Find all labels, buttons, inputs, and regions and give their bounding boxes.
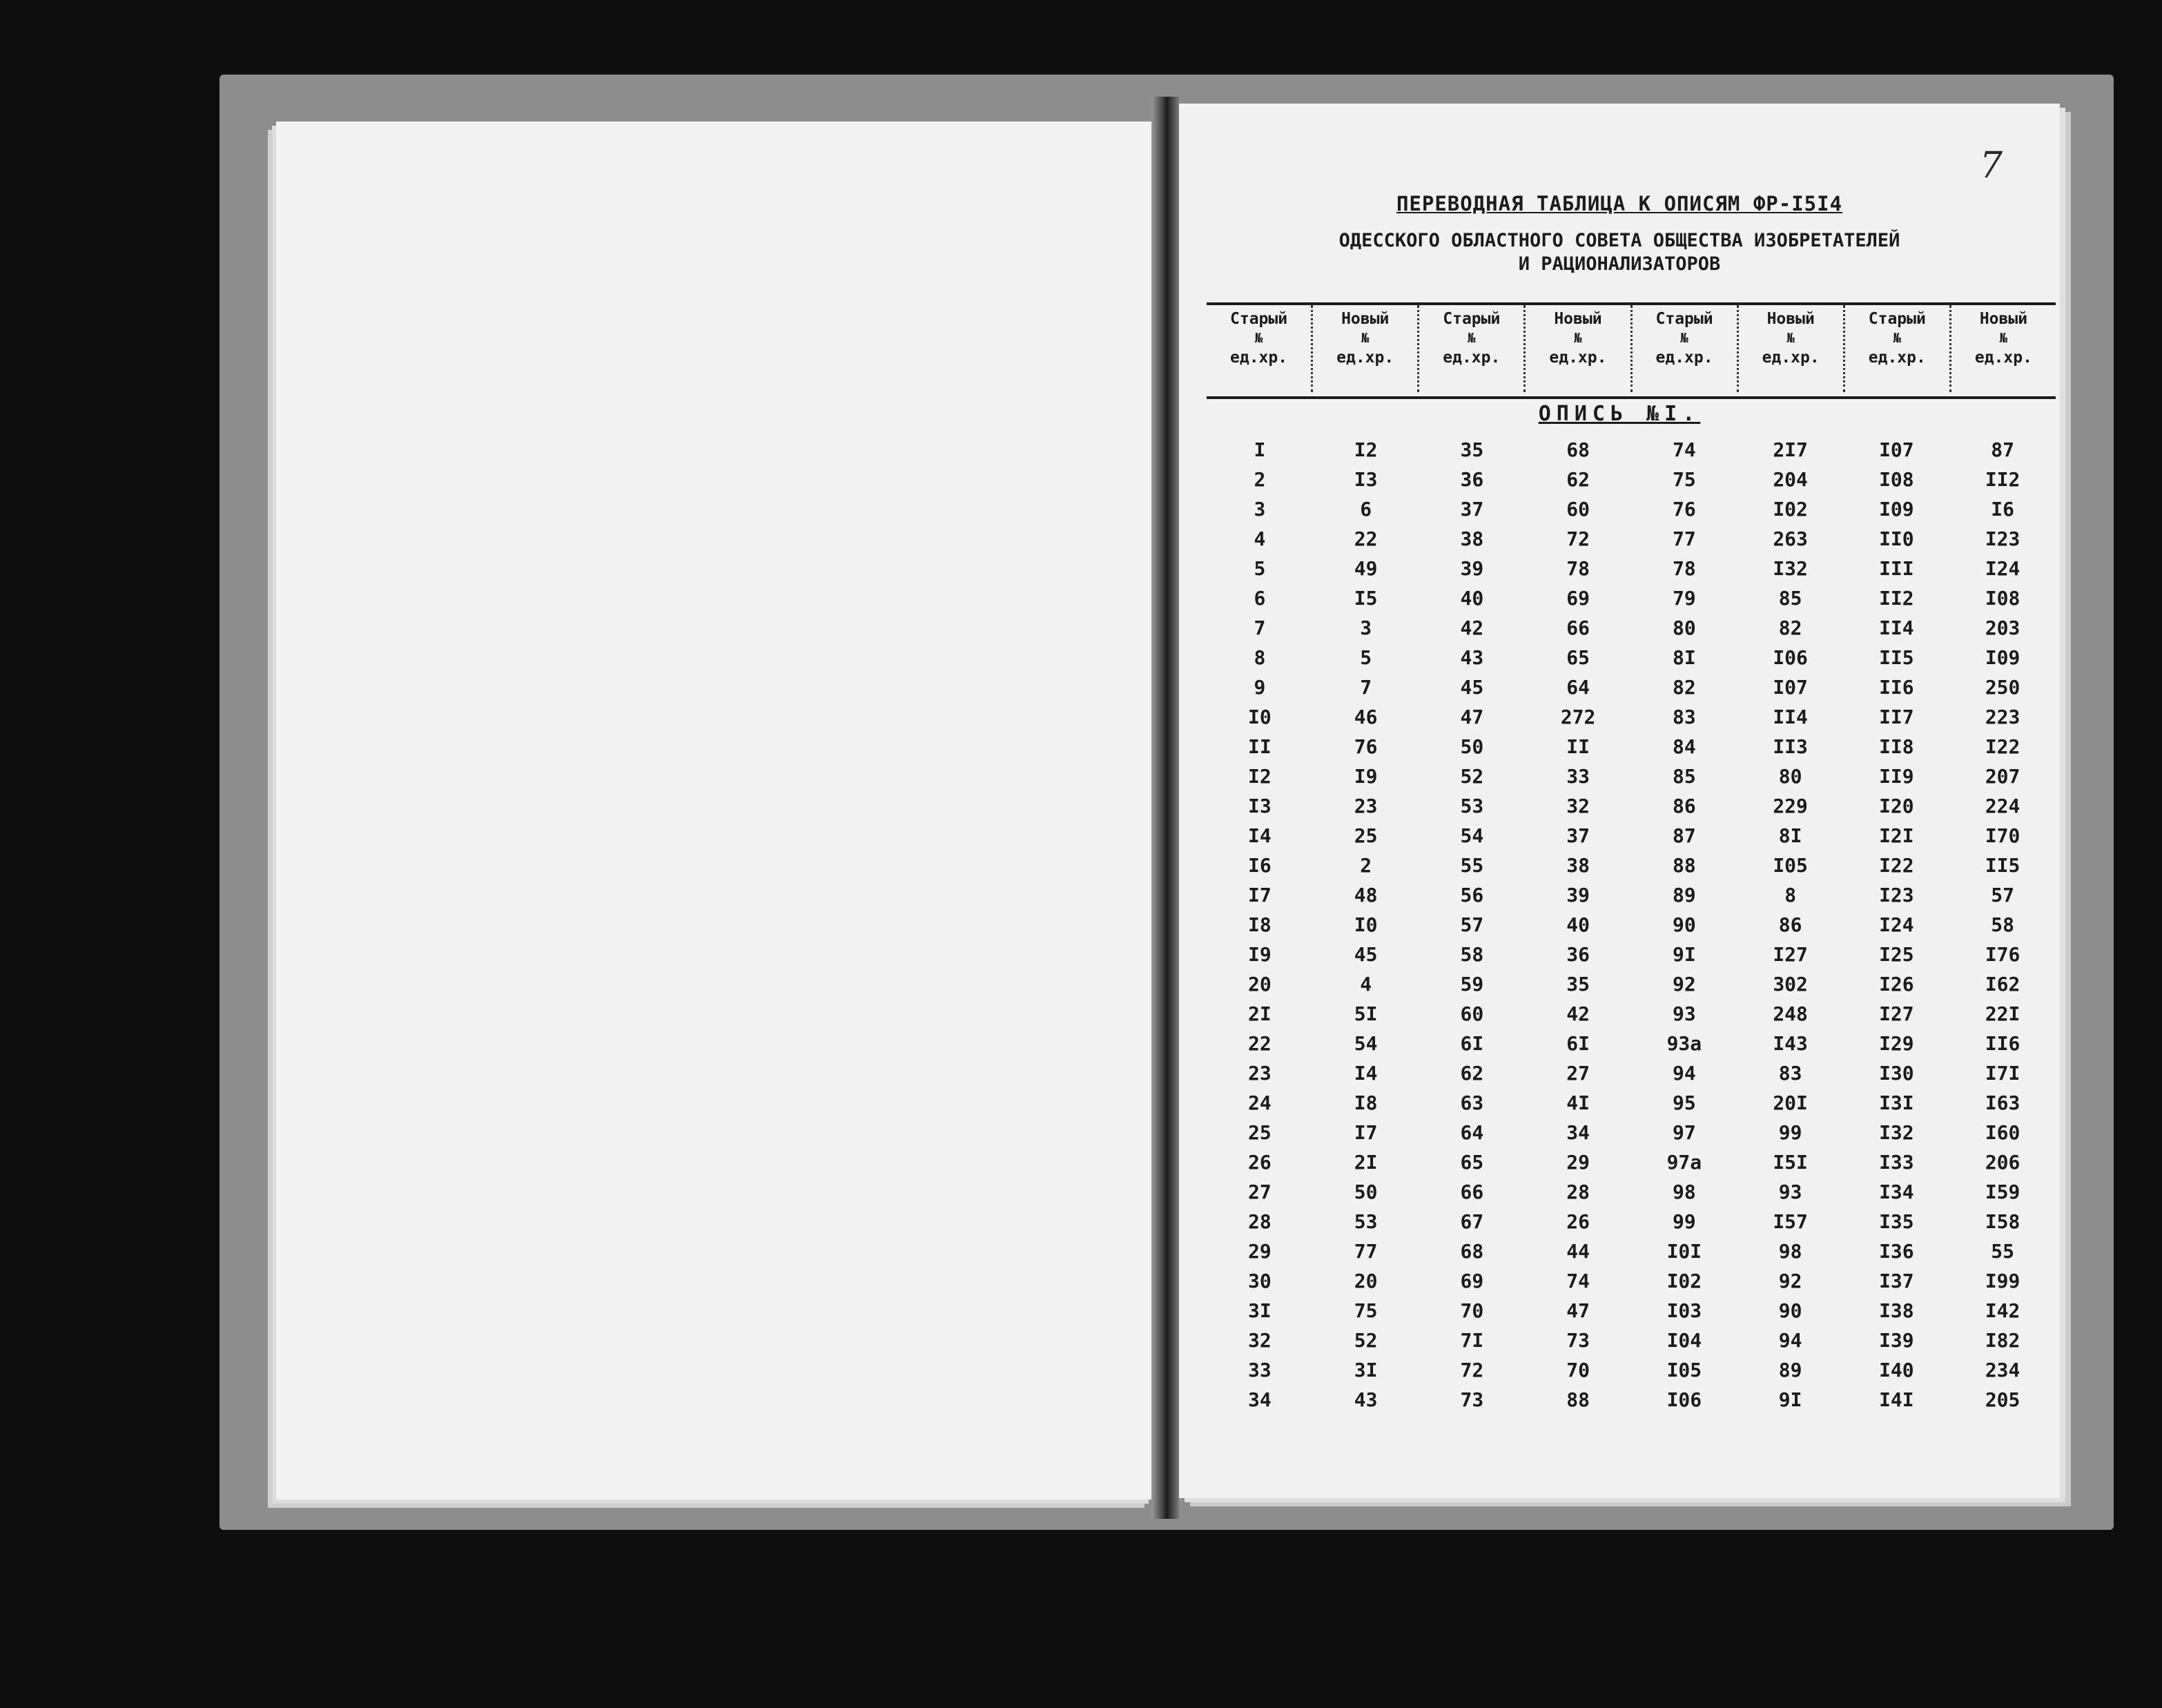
- table-cell: 4: [1254, 527, 1266, 550]
- page-number: 7: [1980, 145, 2003, 186]
- table-cell: I23: [1879, 884, 1914, 906]
- right-page: [1179, 104, 2060, 1498]
- table-cell: 72: [1460, 1359, 1484, 1381]
- table-cell: I27: [1879, 1002, 1914, 1025]
- table-cell: 43: [1460, 646, 1484, 669]
- table-cell: 89: [1778, 1359, 1802, 1381]
- table-cell: 77: [1354, 1240, 1378, 1263]
- new-number-column: [1313, 435, 1419, 1415]
- table-cell: 207: [1985, 765, 2020, 788]
- table-cell: I25: [1879, 943, 1914, 966]
- table-cell: 76: [1673, 498, 1696, 521]
- table-cell: II: [1248, 735, 1272, 758]
- table-cell: I99: [1985, 1270, 2020, 1292]
- left-page-blank: [276, 122, 1153, 1500]
- table-cell: I06: [1666, 1388, 1702, 1411]
- table-cell: 69: [1566, 587, 1590, 610]
- table-cell: I63: [1985, 1091, 2020, 1114]
- table-cell: 39: [1566, 884, 1590, 906]
- table-cell: 87: [1673, 824, 1696, 847]
- table-cell: I30: [1879, 1062, 1914, 1085]
- old-number-column: [1207, 435, 1313, 1415]
- table-cell: 86: [1673, 795, 1696, 817]
- table-cell: 24: [1248, 1091, 1272, 1114]
- table-cell: I3: [1354, 468, 1378, 491]
- table-cell: I35: [1879, 1210, 1914, 1233]
- table-cell: 93: [1778, 1181, 1802, 1203]
- table-cell: I38: [1879, 1299, 1914, 1322]
- table-cell: 20I: [1773, 1091, 1808, 1114]
- table-cell: I02: [1773, 498, 1808, 521]
- table-cell: I0I: [1666, 1240, 1702, 1263]
- table-cell: I34: [1879, 1181, 1914, 1203]
- table-cell: I76: [1985, 943, 2020, 966]
- table-cell: 30: [1248, 1270, 1272, 1292]
- table-cell: I9: [1248, 943, 1272, 966]
- table-cell: I03: [1666, 1299, 1702, 1322]
- table-cell: 93: [1673, 1002, 1696, 1025]
- table-cell: 52: [1460, 765, 1484, 788]
- table-cell: 28: [1566, 1181, 1590, 1203]
- table-cell: 7I: [1460, 1329, 1484, 1352]
- table-cell: I3I: [1879, 1091, 1914, 1114]
- table-cell: 33: [1566, 765, 1590, 788]
- subtitle-line-2: И РАЦИОНАЛИЗАТОРОВ: [1518, 253, 1721, 275]
- table-cell: 50: [1354, 1181, 1378, 1203]
- table-cell: I22: [1879, 854, 1914, 877]
- table-cell: I23: [1985, 527, 2020, 550]
- table-cell: 80: [1673, 617, 1696, 639]
- table-cell: 82: [1778, 617, 1802, 639]
- header-cell: Новый № ед.хр.: [1313, 305, 1419, 392]
- table-cell: II6: [1879, 676, 1914, 699]
- table-cell: 53: [1354, 1210, 1378, 1233]
- table-cell: 74: [1566, 1270, 1590, 1292]
- table-cell: 32: [1566, 795, 1590, 817]
- table-cell: I6: [1991, 498, 2014, 521]
- table-cell: 83: [1778, 1062, 1802, 1085]
- table-cell: 49: [1354, 557, 1378, 580]
- table-cell: 23: [1354, 795, 1378, 817]
- table-cell: 6: [1360, 498, 1372, 521]
- table-cell: I43: [1773, 1032, 1808, 1055]
- header-cell: Новый № ед.хр.: [1974, 310, 2032, 367]
- table-cell: 38: [1460, 527, 1484, 550]
- table-cell: I5I: [1773, 1151, 1808, 1174]
- table-cell: 2I: [1248, 1002, 1272, 1025]
- table-cell: 85: [1778, 587, 1802, 610]
- table-cell: 36: [1460, 468, 1484, 491]
- table-cell: 64: [1566, 676, 1590, 699]
- table-cell: I20: [1879, 795, 1914, 817]
- table-cell: 65: [1566, 646, 1590, 669]
- table-cell: 8: [1784, 884, 1797, 906]
- table-cell: 98: [1673, 1181, 1696, 1203]
- table-cell: 223: [1985, 706, 2020, 728]
- table-cell: I7: [1248, 884, 1272, 906]
- table-cell: I37: [1879, 1270, 1914, 1292]
- table-cell: I24: [1985, 557, 2020, 580]
- table-cell: 263: [1773, 527, 1808, 550]
- table-cell: 68: [1460, 1240, 1484, 1263]
- table-cell: 35: [1566, 973, 1590, 996]
- table-cell: 85: [1673, 765, 1696, 788]
- new-number-column: [1949, 435, 2056, 1415]
- table-cell: 22I: [1985, 1002, 2020, 1025]
- table-cell: 2I: [1354, 1151, 1378, 1174]
- table-cell: I39: [1879, 1329, 1914, 1352]
- table-cell: I06: [1773, 646, 1808, 669]
- table-cell: I4: [1354, 1062, 1378, 1085]
- table-cell: 4I: [1566, 1091, 1590, 1114]
- table-cell: 29: [1566, 1151, 1590, 1174]
- table-cell: 57: [1460, 913, 1484, 936]
- table-cell: II8: [1879, 735, 1914, 758]
- table-cell: 92: [1673, 973, 1696, 996]
- table-cell: I24: [1879, 913, 1914, 936]
- table-cell: 22: [1354, 527, 1378, 550]
- table-cell: 22: [1248, 1032, 1272, 1055]
- table-cell: 2I7: [1773, 438, 1808, 461]
- table-cell: 66: [1460, 1181, 1484, 1203]
- table-cell: 87: [1991, 438, 2014, 461]
- table-cell: 8: [1254, 646, 1266, 669]
- table-cell: 38: [1566, 854, 1590, 877]
- table-cell: 75: [1354, 1299, 1378, 1322]
- table-cell: 55: [1991, 1240, 2014, 1263]
- table-cell: I08: [1985, 587, 2020, 610]
- table-cell: I07: [1773, 676, 1808, 699]
- table-cell: 40: [1460, 587, 1484, 610]
- table-cell: I2: [1248, 765, 1272, 788]
- table-cell: I36: [1879, 1240, 1914, 1263]
- table-cell: 37: [1460, 498, 1484, 521]
- table-cell: 75: [1673, 468, 1696, 491]
- table-cell: 7: [1360, 676, 1372, 699]
- table-cell: 54: [1354, 1032, 1378, 1055]
- table-cell: 6: [1254, 587, 1266, 610]
- table-cell: 72: [1566, 527, 1590, 550]
- table-cell: I8: [1354, 1091, 1378, 1114]
- table-cell: I0: [1248, 706, 1272, 728]
- table-cell: I2: [1354, 438, 1378, 461]
- header-bottom-rule: [1207, 396, 2056, 399]
- table-cell: II3: [1773, 735, 1808, 758]
- header-cell: Старый № ед.хр.: [1207, 305, 1313, 392]
- table-cell: II9: [1879, 765, 1914, 788]
- table-cell: 42: [1460, 617, 1484, 639]
- table-cell: 58: [1991, 913, 2014, 936]
- table-cell: 83: [1673, 706, 1696, 728]
- table-cell: 78: [1673, 557, 1696, 580]
- table-cell: 32: [1248, 1329, 1272, 1352]
- table-cell: II4: [1879, 617, 1914, 639]
- table-cell: 77: [1673, 527, 1696, 550]
- table-cell: 70: [1460, 1299, 1484, 1322]
- new-number-column: [1525, 435, 1631, 1415]
- table-cell: 93а: [1666, 1032, 1702, 1055]
- table-cell: II5: [1985, 854, 2020, 877]
- table-cell: I57: [1773, 1210, 1808, 1233]
- table-cell: 56: [1460, 884, 1484, 906]
- table-cell: I05: [1666, 1359, 1702, 1381]
- table-cell: II0: [1879, 527, 1914, 550]
- header-cell: Старый № ед.хр.: [1845, 305, 1951, 392]
- table-cell: 3: [1254, 498, 1266, 521]
- table-cell: 250: [1985, 676, 2020, 699]
- table-cell: 36: [1566, 943, 1590, 966]
- header-cell: Старый № ед.хр.: [1419, 305, 1526, 392]
- table-cell: 6I: [1460, 1032, 1484, 1055]
- table-cell: 79: [1673, 587, 1696, 610]
- table-cell: 90: [1673, 913, 1696, 936]
- table-cell: I3: [1248, 795, 1272, 817]
- table-cell: II5: [1879, 646, 1914, 669]
- table-cell: 7: [1254, 617, 1266, 639]
- table-cell: 44: [1566, 1240, 1590, 1263]
- table-cell: 204: [1773, 468, 1808, 491]
- table-cell: 50: [1460, 735, 1484, 758]
- subtitle-line-1: ОДЕССКОГО ОБЛАСТНОГО СОВЕТА ОБЩЕСТВА ИЗОБРЕТАТЕЛЕЙ: [1338, 230, 1900, 251]
- table-cell: 23: [1248, 1062, 1272, 1085]
- table-cell: 9I: [1778, 1388, 1802, 1411]
- table-cell: 6I: [1566, 1032, 1590, 1055]
- inventory-label: ОПИСЬ №I.: [1538, 402, 1701, 426]
- table-cell: 47: [1460, 706, 1484, 728]
- table-cell: 248: [1773, 1002, 1808, 1025]
- document-subtitle: [1179, 229, 2060, 276]
- table-cell: 4: [1360, 973, 1372, 996]
- table-cell: 8I: [1778, 824, 1802, 847]
- old-number-column: [1844, 435, 1950, 1415]
- book-spine-gutter: [1151, 97, 1179, 1519]
- table-cell: I4: [1248, 824, 1272, 847]
- table-cell: 65: [1460, 1151, 1484, 1174]
- table-cell: I5: [1354, 587, 1378, 610]
- table-cell: III: [1879, 557, 1914, 580]
- table-cell: I2I: [1879, 824, 1914, 847]
- table-cell: 46: [1354, 706, 1378, 728]
- table-cell: 54: [1460, 824, 1484, 847]
- table-cell: 82: [1673, 676, 1696, 699]
- table-cell: 26: [1248, 1151, 1272, 1174]
- table-cell: 73: [1460, 1388, 1484, 1411]
- table-cell: 43: [1354, 1388, 1378, 1411]
- table-cell: I02: [1666, 1270, 1702, 1292]
- table-cell: 27: [1566, 1062, 1590, 1085]
- table-cell: 78: [1566, 557, 1590, 580]
- table-cell: 66: [1566, 617, 1590, 639]
- table-cell: 3: [1360, 617, 1372, 639]
- table-cell: 60: [1460, 1002, 1484, 1025]
- table-cell: 229: [1773, 795, 1808, 817]
- table-cell: 8I: [1673, 646, 1696, 669]
- table-cell: 206: [1985, 1151, 2020, 1174]
- table-cell: I82: [1985, 1329, 2020, 1352]
- table-cell: 35: [1460, 438, 1484, 461]
- table-cell: 302: [1773, 973, 1808, 996]
- old-number-column: [1631, 435, 1737, 1415]
- table-cell: 34: [1248, 1388, 1272, 1411]
- table-cell: I32: [1879, 1121, 1914, 1144]
- table-cell: II4: [1773, 706, 1808, 728]
- table-cell: 98: [1778, 1240, 1802, 1263]
- table-cell: 39: [1460, 557, 1484, 580]
- table-cell: 224: [1985, 795, 2020, 817]
- table-cell: II2: [1879, 587, 1914, 610]
- header-cell: Новый № ед.хр.: [1526, 305, 1632, 392]
- table-cell: 2: [1254, 468, 1266, 491]
- table-cell: I0: [1354, 913, 1378, 936]
- table-cell: 3I: [1354, 1359, 1378, 1381]
- table-cell: 55: [1460, 854, 1484, 877]
- table-cell: 25: [1248, 1121, 1272, 1144]
- table-cell: I27: [1773, 943, 1808, 966]
- table-cell: 234: [1985, 1359, 2020, 1381]
- table-cell: 40: [1566, 913, 1590, 936]
- table-cell: I58: [1985, 1210, 2020, 1233]
- table-cell: 57: [1991, 884, 2014, 906]
- table-cell: 203: [1985, 617, 2020, 639]
- table-cell: 62: [1460, 1062, 1484, 1085]
- table-cell: 26: [1566, 1210, 1590, 1233]
- table-cell: II: [1566, 735, 1590, 758]
- table-cell: 33: [1248, 1359, 1272, 1381]
- table-cell: 5: [1254, 557, 1266, 580]
- table-cell: 53: [1460, 795, 1484, 817]
- table-cell: I29: [1879, 1032, 1914, 1055]
- old-number-column: [1419, 435, 1526, 1415]
- table-cell: 99: [1673, 1210, 1696, 1233]
- table-cell: II2: [1985, 468, 2020, 491]
- table-cell: 47: [1566, 1299, 1590, 1322]
- document-title: ПЕРЕВОДНАЯ ТАБЛИЦА К ОПИСЯМ ФР-I5I4: [1396, 192, 1843, 215]
- table-cell: 9I: [1673, 943, 1696, 966]
- table-cell: 89: [1673, 884, 1696, 906]
- table-cell: 64: [1460, 1121, 1484, 1144]
- table-cell: I08: [1879, 468, 1914, 491]
- table-cell: 27: [1248, 1181, 1272, 1203]
- table-cell: 68: [1566, 438, 1590, 461]
- table-cell: 45: [1354, 943, 1378, 966]
- table-cell: I42: [1985, 1299, 2020, 1322]
- table-cell: I07: [1879, 438, 1914, 461]
- table-cell: 94: [1673, 1062, 1696, 1085]
- table-cell: 60: [1566, 498, 1590, 521]
- table-cell: 70: [1566, 1359, 1590, 1381]
- table-cell: 99: [1778, 1121, 1802, 1144]
- table-cell: 69: [1460, 1270, 1484, 1292]
- table-cell: 90: [1778, 1299, 1802, 1322]
- table-cell: I9: [1354, 765, 1378, 788]
- table-cell: 2: [1360, 854, 1372, 877]
- table-cell: I: [1254, 438, 1266, 461]
- table-cell: 95: [1673, 1091, 1696, 1114]
- table-cell: 76: [1354, 735, 1378, 758]
- table-cell: 5I: [1354, 1002, 1378, 1025]
- header-cell: Старый № ед.хр.: [1633, 305, 1739, 392]
- table-cell: 48: [1354, 884, 1378, 906]
- table-header: [1207, 305, 2056, 392]
- table-cell: 272: [1560, 706, 1596, 728]
- table-cell: 20: [1248, 973, 1272, 996]
- table-cell: 25: [1354, 824, 1378, 847]
- table-cell: 86: [1778, 913, 1802, 936]
- table-cell: 97: [1673, 1121, 1696, 1144]
- header-cell: Новый № ед.хр.: [1739, 305, 1845, 392]
- table-cell: 59: [1460, 973, 1484, 996]
- table-cell: 84: [1673, 735, 1696, 758]
- table-cell: I22: [1985, 735, 2020, 758]
- table-cell: 205: [1985, 1388, 2020, 1411]
- table-cell: I6: [1248, 854, 1272, 877]
- table-cell: 73: [1566, 1329, 1590, 1352]
- table-cell: 52: [1354, 1329, 1378, 1352]
- table-cell: I8: [1248, 913, 1272, 936]
- table-cell: 92: [1778, 1270, 1802, 1292]
- table-cell: 67: [1460, 1210, 1484, 1233]
- new-number-column: [1737, 435, 1844, 1415]
- table-cell: 9: [1254, 676, 1266, 699]
- table-cell: 80: [1778, 765, 1802, 788]
- table-cell: 42: [1566, 1002, 1590, 1025]
- table-cell: 28: [1248, 1210, 1272, 1233]
- table-cell: I4I: [1879, 1388, 1914, 1411]
- table-cell: 20: [1354, 1270, 1378, 1292]
- table-cell: I05: [1773, 854, 1808, 877]
- table-cell: II6: [1985, 1032, 2020, 1055]
- table-cell: 62: [1566, 468, 1590, 491]
- table-cell: I60: [1985, 1121, 2020, 1144]
- conversion-table: [1207, 435, 2056, 1415]
- table-cell: 29: [1248, 1240, 1272, 1263]
- table-cell: II7: [1879, 706, 1914, 728]
- table-cell: 45: [1460, 676, 1484, 699]
- table-cell: 3I: [1248, 1299, 1272, 1322]
- table-cell: I09: [1879, 498, 1914, 521]
- table-cell: I70: [1985, 824, 2020, 847]
- table-cell: I26: [1879, 973, 1914, 996]
- table-cell: I09: [1985, 646, 2020, 669]
- table-cell: I32: [1773, 557, 1808, 580]
- table-cell: 74: [1673, 438, 1696, 461]
- table-cell: I7I: [1985, 1062, 2020, 1085]
- table-cell: 94: [1778, 1329, 1802, 1352]
- table-cell: 88: [1566, 1388, 1590, 1411]
- table-cell: 88: [1673, 854, 1696, 877]
- table-cell: I62: [1985, 973, 2020, 996]
- table-cell: I7: [1354, 1121, 1378, 1144]
- table-cell: I33: [1879, 1151, 1914, 1174]
- table-cell: 37: [1566, 824, 1590, 847]
- table-cell: I04: [1666, 1329, 1702, 1352]
- table-cell: I40: [1879, 1359, 1914, 1381]
- table-cell: 5: [1360, 646, 1372, 669]
- table-cell: 97а: [1666, 1151, 1702, 1174]
- table-cell: 34: [1566, 1121, 1590, 1144]
- table-cell: 63: [1460, 1091, 1484, 1114]
- table-cell: 58: [1460, 943, 1484, 966]
- table-cell: I59: [1985, 1181, 2020, 1203]
